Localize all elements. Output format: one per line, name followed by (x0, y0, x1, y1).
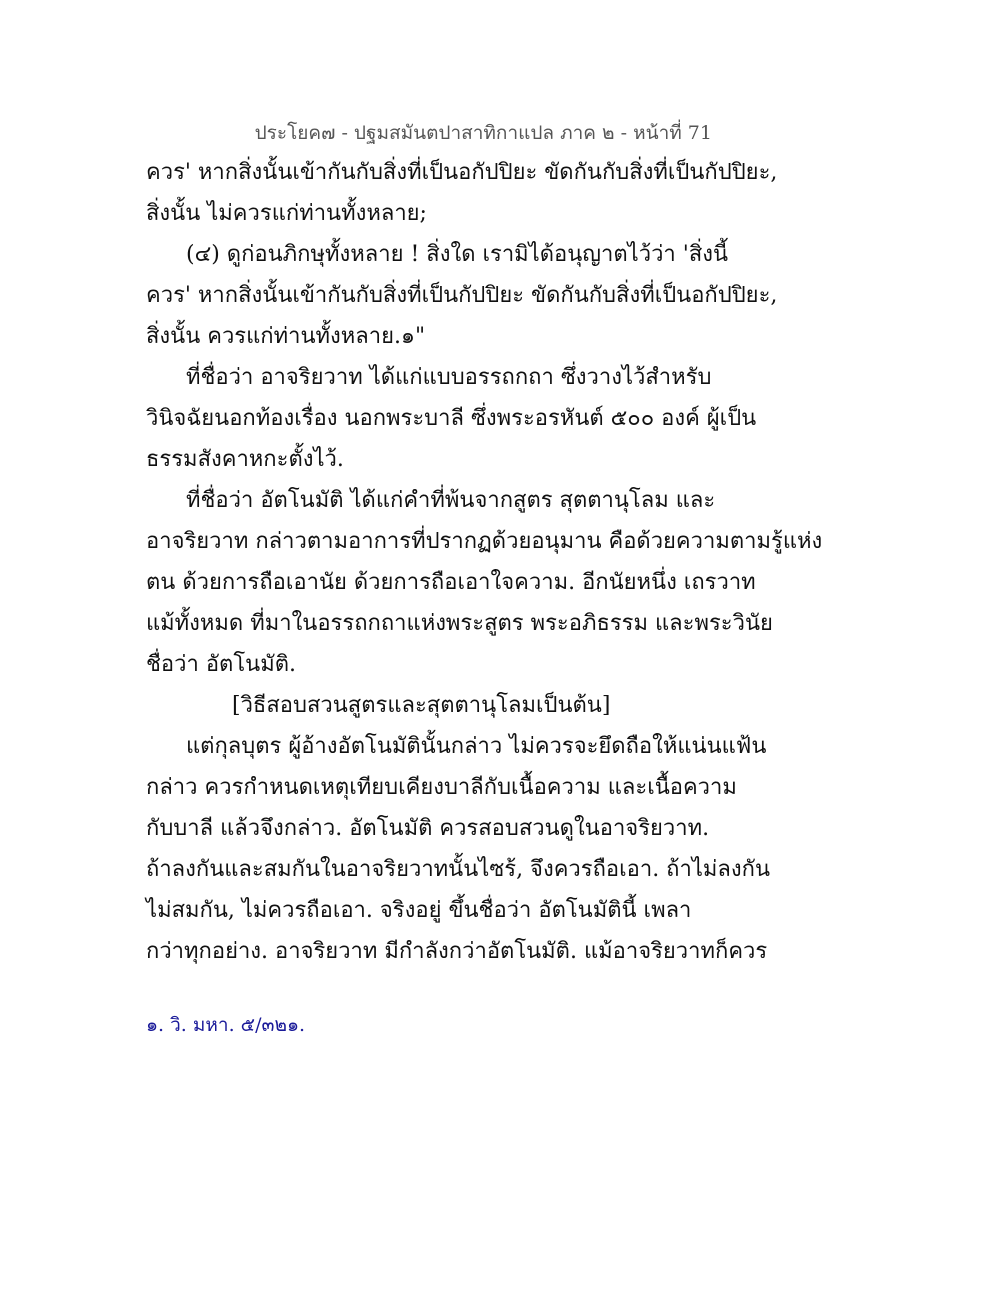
text-line-12: แม้ทั้งหมด ที่มาในอรรถกถาแห่งพระสูตร พระอภิธรรม และพระวินัย (146, 611, 773, 636)
text-line-4: ควร' หากสิ่งนั้นเข้ากันกับสิ่งที่เป็นกัปปิยะ ขัดกันกับสิ่งที่เป็นอกัปปิยะ, (146, 283, 778, 308)
text-line-11: ตน ด้วยการถือเอานัย ด้วยการถือเอาใจความ. อีกนัยหนึ่ง เถรวาท (146, 570, 756, 595)
text-line-16: กล่าว ควรกำหนดเหตุเทียบเคียงบาลีกับเนื้อความ และเนื้อความ (146, 775, 737, 800)
text-line-15: แต่กุลบุตร ผู้อ้างอัตโนมัตินั้นกล่าว ไม่ควรจะยึดถือให้แน่นแฟ้น (186, 734, 767, 759)
text-line-6: ที่ชื่อว่า อาจริยวาท ได้แก่แบบอรรถกถา ซึ่งวางไว้สำหรับ (186, 365, 712, 390)
footnote: ๑. วิ. มหา. ๕/๓๒๑. (146, 1014, 306, 1036)
text-line-5: สิ่งนั้น ควรแก่ท่านทั้งหลาย.๑" (146, 324, 426, 349)
text-line-20: กว่าทุกอย่าง. อาจริยวาท มีกำลังกว่าอัตโนมัติ. แม้อาจริยวาทก็ควร (146, 939, 768, 964)
text-line-18: ถ้าลงกันและสมกันในอาจริยวาทนั้นไซร้, จึงควรถือเอา. ถ้าไม่ลงกัน (146, 857, 771, 882)
text-line-7: วินิจฉัยนอกท้องเรื่อง นอกพระบาลี ซึ่งพระอรหันต์ ๕๐๐ องค์ ผู้เป็น (146, 406, 757, 431)
text-line-1: ควร' หากสิ่งนั้นเข้ากันกับสิ่งที่เป็นอกัปปิยะ ขัดกันกับสิ่งที่เป็นกัปปิยะ, (146, 160, 778, 185)
page-header: ประโยค๗ - ปฐมสมันตปาสาทิกาแปล ภาค ๒ - หน้าที่ 71 (254, 122, 712, 144)
text-line-13: ชื่อว่า อัตโนมัติ. (146, 652, 296, 677)
text-line-2: สิ่งนั้น ไม่ควรแก่ท่านทั้งหลาย; (146, 201, 427, 226)
text-line-3: (๔) ดูก่อนภิกษุทั้งหลาย ! สิ่งใด เรามิได้อนุญาตไว้ว่า 'สิ่งนี้ (186, 242, 729, 267)
text-line-9: ที่ชื่อว่า อัตโนมัติ ได้แก่คำที่พ้นจากสูตร สุตตานุโลม และ (186, 488, 716, 513)
section-heading: [วิธีสอบสวนสูตรและสุตตานุโลมเป็นต้น] (232, 693, 611, 718)
text-line-8: ธรรมสังคาหกะตั้งไว้. (146, 447, 344, 472)
text-line-17: กับบาลี แล้วจึงกล่าว. อัตโนมัติ ควรสอบสวนดูในอาจริยวาท. (146, 816, 710, 841)
text-line-10: อาจริยวาท กล่าวตามอาการที่ปรากฏด้วยอนุมาน คือด้วยความตามรู้แห่ง (146, 529, 823, 554)
text-line-19: ไม่สมกัน, ไม่ควรถือเอา. จริงอยู่ ขึ้นชื่อว่า อัตโนมัตินี้ เพลา (146, 898, 692, 923)
